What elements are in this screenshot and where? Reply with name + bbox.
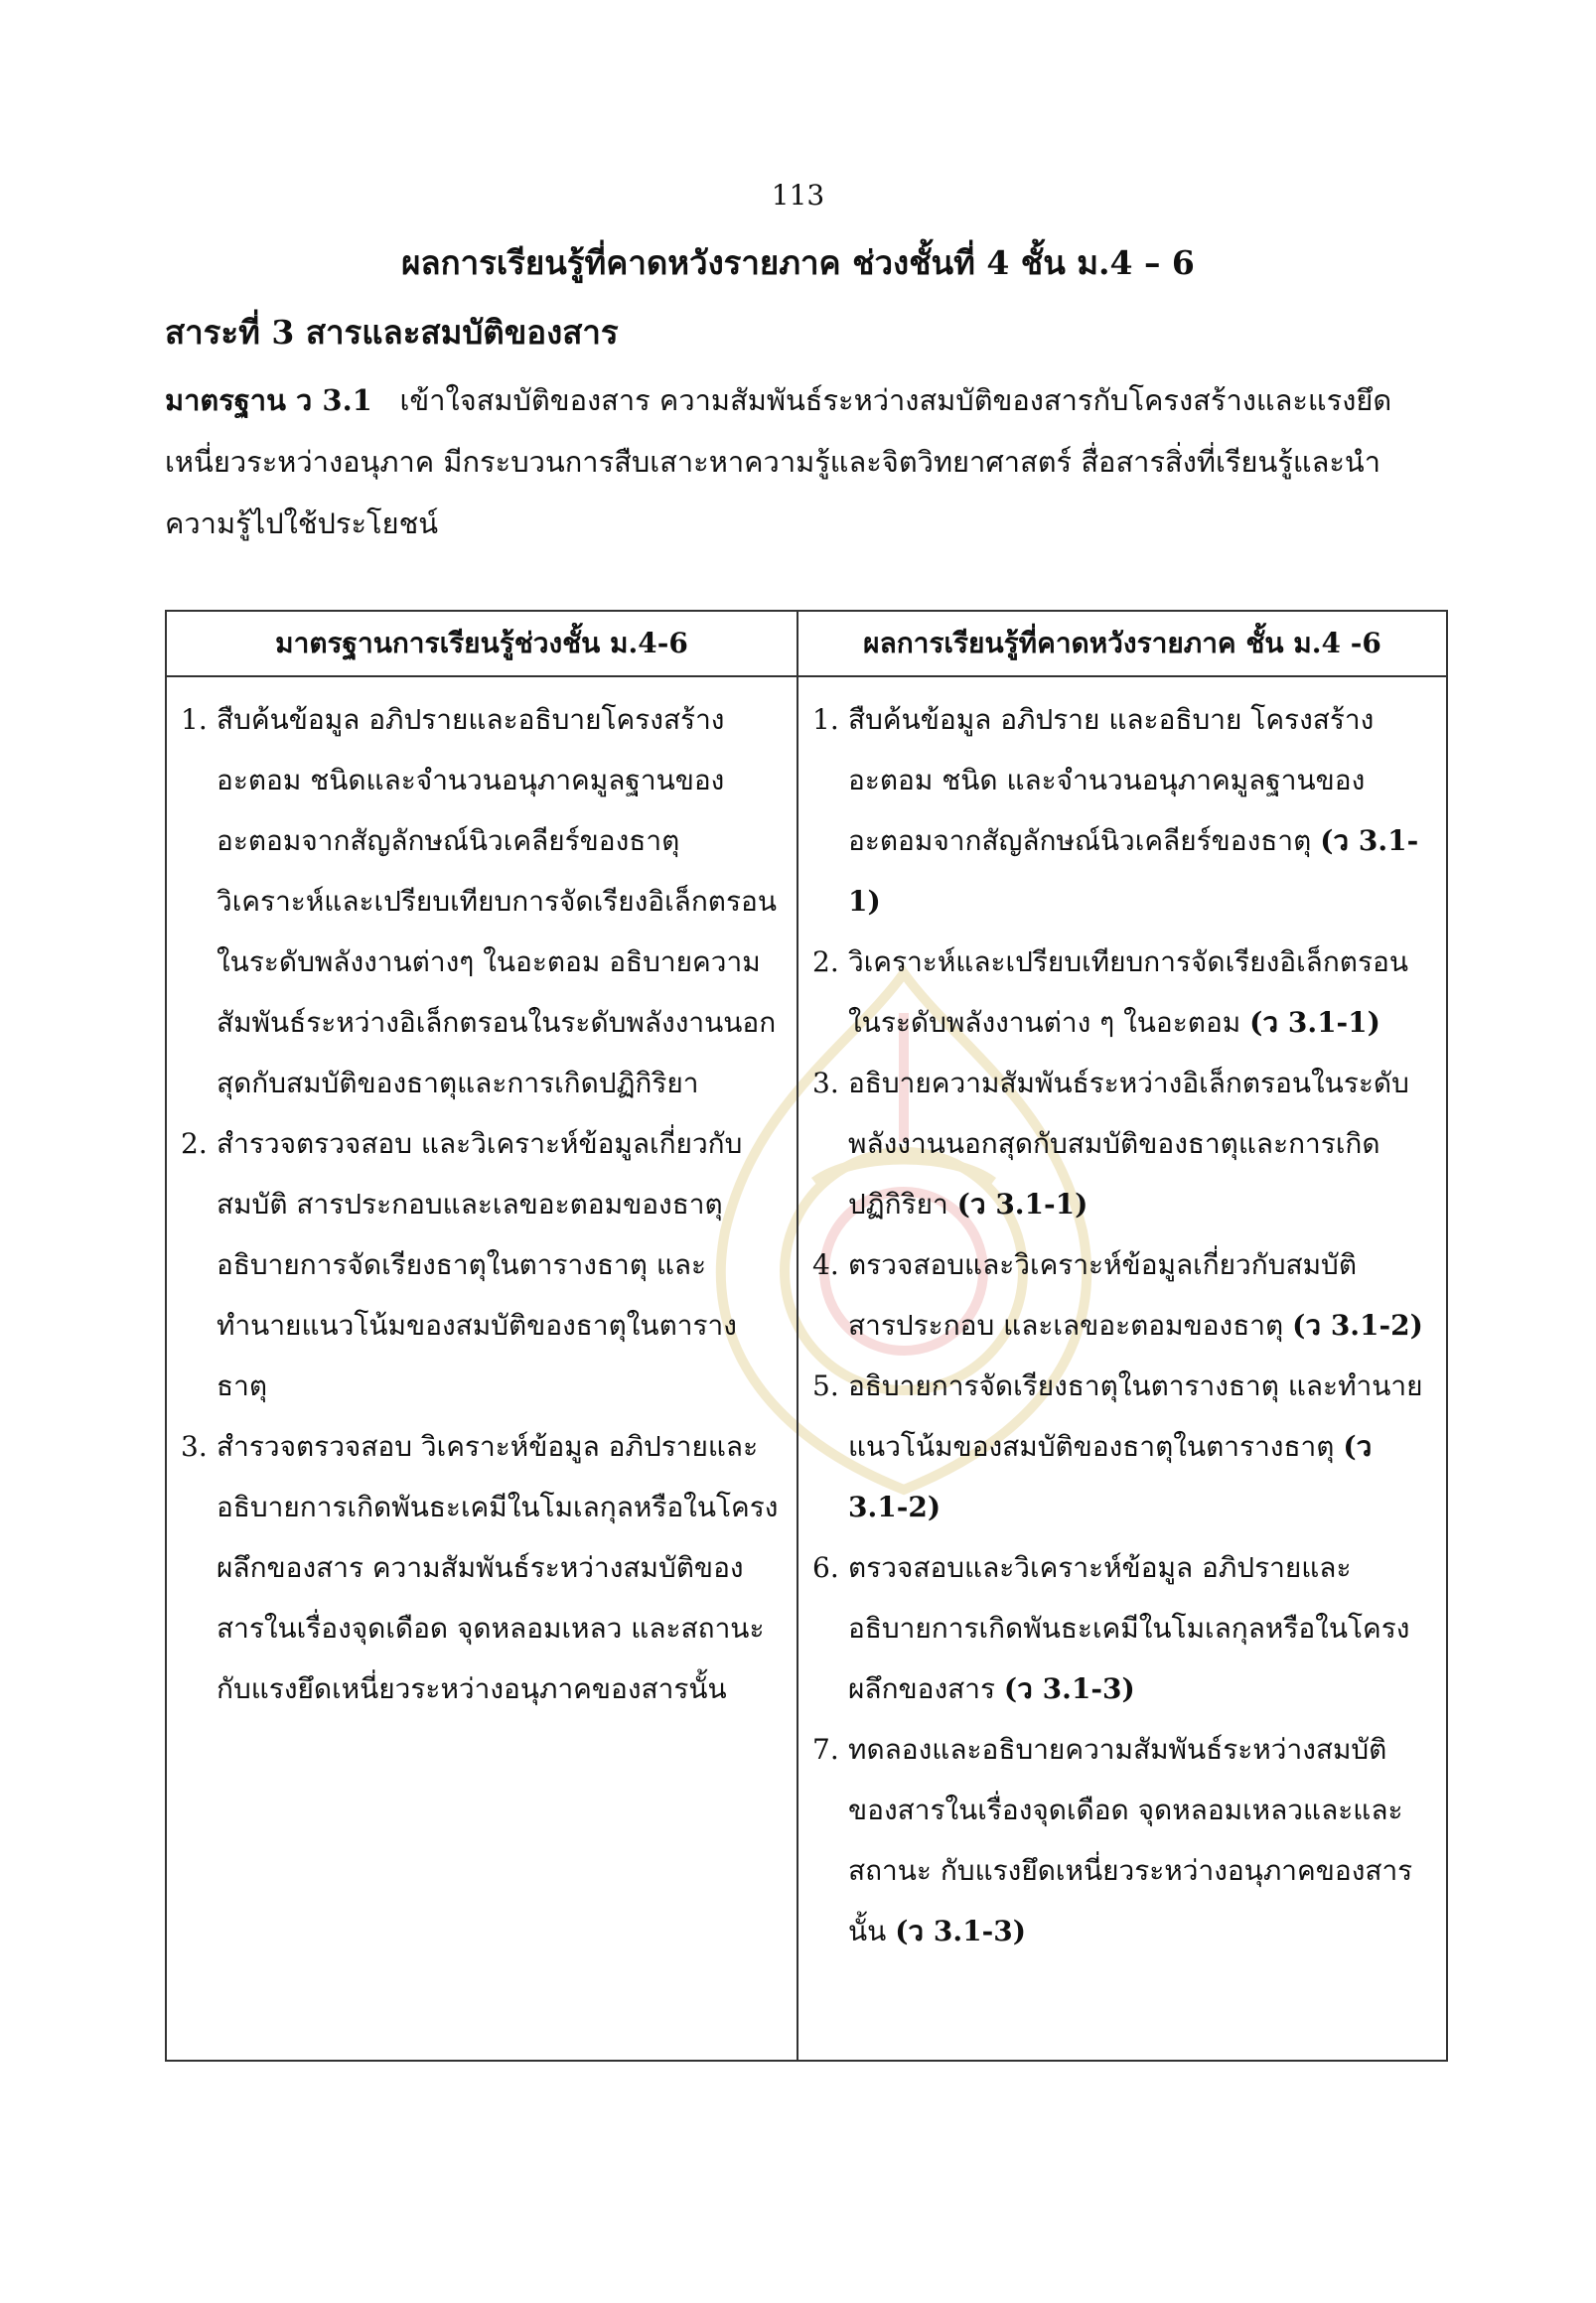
list-item: 2. สำรวจตรวจสอบ และวิเคราะห์ข้อมูลเกี่ยวกับสมบัติ สารประกอบและเลขอะตอมของธาตุ อธิบายการจัดเรียงธาตุในตารางธาตุ และทำนายแนวโน้มของสมบัติของธาตุในตารางธาตุ: [181, 1127, 743, 1402]
outcomes-cell: [798, 676, 1447, 2061]
list-item: 1. สืบค้นข้อมูล อภิปราย และอธิบาย โครงสร้างอะตอม ชนิด และจำนวนอนุภาคมูลฐานของอะตอมจากสัญลักษณ์นิวเคลียร์ของธาตุ (ว 3.1-1): [812, 703, 1419, 918]
table-body-row: [166, 676, 1447, 2061]
list-item: 2. วิเคราะห์และเปรียบเทียบการจัดเรียงอิเล็กตรอนในระดับพลังงานต่าง ๆ ในอะตอม (ว 3.1-1): [812, 945, 1408, 1039]
outcome-code: (ว 3.1-3): [895, 1915, 1026, 1947]
list-item: 7. ทดลองและอธิบายความสัมพันธ์ระหว่างสมบัติของสารในเรื่องจุดเดือด จุดหลอมเหลวและและสถานะ กับแรงยึดเหนี่ยวระหว่างอนุภาคของสารนั้น (ว 3.1-3): [812, 1733, 1413, 1947]
table-header-row: [166, 611, 1447, 676]
header-outcomes: ผลการเรียนรู้ที่คาดหวังรายภาค ชั้น ม.4 -6: [798, 611, 1447, 676]
standard-text: เข้าใจสมบัติของสาร ความสัมพันธ์ระหว่างสมบัติของสารกับโครงสร้างและแรงยึดเหนี่ยวระหว่างอนุภาค มีกระบวนการสืบเสาะหาความรู้และจิตวิทยาศาสตร์ สื่อสารสิ่งที่เรียนรู้และนำความรู้ไปใช้ประโยชน์: [165, 383, 1392, 540]
page-title: ผลการเรียนรู้ที่คาดหวังรายภาค ช่วงชั้นที่ 4 ชั้น ม.4 – 6: [401, 243, 1195, 282]
outcome-code: (ว 3.1-2): [1292, 1309, 1423, 1342]
page-number: 113: [771, 179, 825, 212]
list-item: 3. อธิบายความสัมพันธ์ระหว่างอิเล็กตรอนในระดับพลังงานนอกสุดกับสมบัติของธาตุและการเกิดปฏิกิริยา (ว 3.1-1): [812, 1067, 1409, 1221]
outcomes-list: [812, 689, 1432, 1961]
list-item: 5. อธิบายการจัดเรียงธาตุในตารางธาตุ และทำนายแนวโน้มของสมบัติของธาตุในตารางธาตุ (ว 3.1-2): [812, 1369, 1423, 1523]
list-item: 1. สืบค้นข้อมูล อภิปรายและอธิบายโครงสร้างอะตอม ชนิดและจำนวนอนุภาคมูลฐานของอะตอมจากสัญลักษณ์นิวเคลียร์ของธาตุ วิเคราะห์และเปรียบเทียบการจัดเรียงอิเล็กตรอนในระดับพลังงานต่างๆ ในอะตอม อธิบายความสัมพันธ์ระหว่างอิเล็กตรอนในระดับพลังงานนอกสุดกับสมบัติของธาตุและการเกิดปฏิกิริยา: [181, 703, 777, 1099]
outcome-code: (ว 3.1-3): [1003, 1672, 1135, 1705]
list-item: 6. ตรวจสอบและวิเคราะห์ข้อมูล อภิปรายและอธิบายการเกิดพันธะเคมีในโมเลกุลหรือในโครงผลึกของสาร (ว 3.1-3): [812, 1551, 1410, 1705]
standards-list: [181, 689, 783, 1719]
list-item: 3. สำรวจตรวจสอบ วิเคราะห์ข้อมูล อภิปรายและอธิบายการเกิดพันธะเคมีในโมเลกุลหรือในโครงผลึกของสาร ความสัมพันธ์ระหว่างสมบัติของสารในเรื่องจุดเดือด จุดหลอมเหลว และสถานะ กับแรงยึดเหนี่ยวระหว่างอนุภาคของสารนั้น: [181, 1430, 779, 1705]
outcome-code: (ว 3.1-1): [956, 1188, 1088, 1221]
section-heading: สาระที่ 3 สารและสมบัติของสาร: [165, 313, 619, 352]
list-item: 4. ตรวจสอบและวิเคราะห์ข้อมูลเกี่ยวกับสมบัติ สารประกอบ และเลขอะตอมของธาตุ (ว 3.1-2): [812, 1248, 1423, 1342]
outcome-code: (ว 3.1-1): [848, 824, 1419, 918]
standard-label: มาตรฐาน ว 3.1: [165, 383, 372, 417]
outcome-code: (ว 3.1-1): [1249, 1006, 1380, 1039]
outcome-code: (ว 3.1-2): [848, 1430, 1373, 1523]
standard-paragraph: [165, 369, 1416, 554]
outcomes-table: [165, 610, 1448, 2062]
header-standards: มาตรฐานการเรียนรู้ช่วงชั้น ม.4-6: [166, 611, 798, 676]
standards-cell: [166, 676, 798, 2061]
